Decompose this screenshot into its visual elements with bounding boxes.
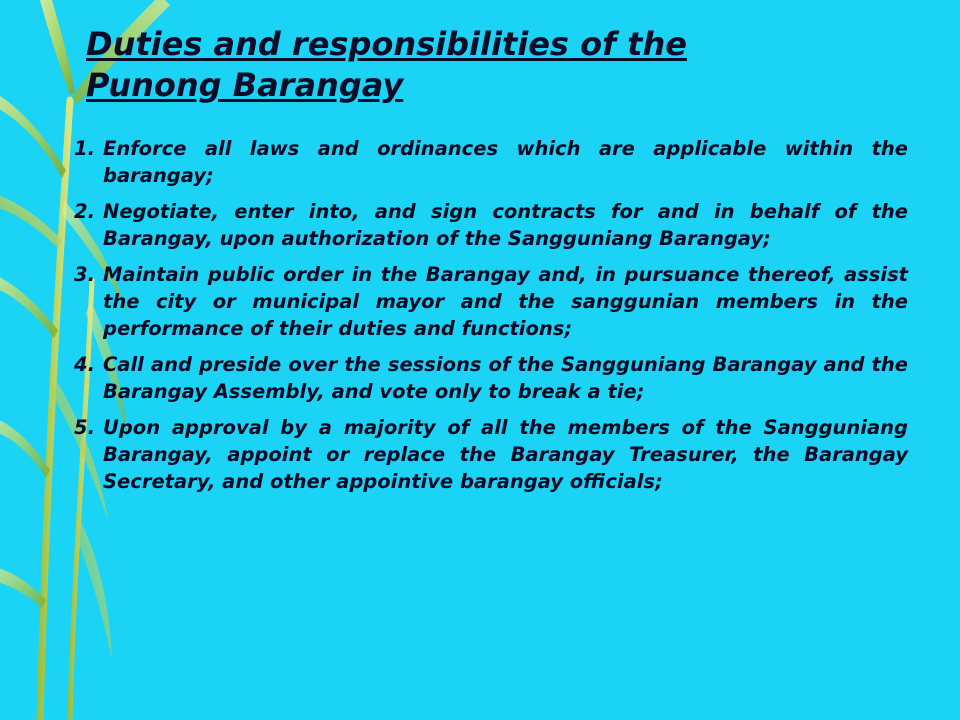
duty-text: Negotiate, enter into, and sign contracts for and in behalf of the Barangay, upon authorization of the Sangguniang Barangay; bbox=[103, 200, 908, 250]
duty-item-5 bbox=[60, 414, 908, 495]
duty-number: 5. bbox=[74, 416, 95, 439]
duties-list bbox=[60, 135, 908, 504]
slide-title bbox=[86, 24, 806, 106]
duty-number: 2. bbox=[74, 200, 95, 223]
duty-number: 3. bbox=[74, 263, 95, 286]
duty-item-2 bbox=[60, 198, 908, 252]
duty-number: 4. bbox=[74, 353, 95, 376]
slide-title-line-2: Punong Barangay bbox=[86, 66, 404, 104]
duty-text: Maintain public order in the Barangay and, in pursuance thereof, assist the city or municipal mayor and the sanggunian members in the performance of their duties and functions; bbox=[103, 263, 908, 340]
duty-text: Call and preside over the sessions of the Sangguniang Barangay and the Barangay Assembly, and vote only to break a tie; bbox=[103, 353, 908, 403]
duty-item-4 bbox=[60, 351, 908, 405]
duty-text: Enforce all laws and ordinances which are applicable within the barangay; bbox=[103, 137, 908, 187]
duty-item-1 bbox=[60, 135, 908, 189]
duty-number: 1. bbox=[74, 137, 95, 160]
duty-item-3 bbox=[60, 261, 908, 342]
slide-title-line-1: Duties and responsibilities of the bbox=[86, 25, 687, 63]
duty-text: Upon approval by a majority of all the members of the Sangguniang Barangay, appoint or replace the Barangay Treasurer, the Barangay Secretary, and other appointive barangay officials; bbox=[103, 416, 908, 493]
